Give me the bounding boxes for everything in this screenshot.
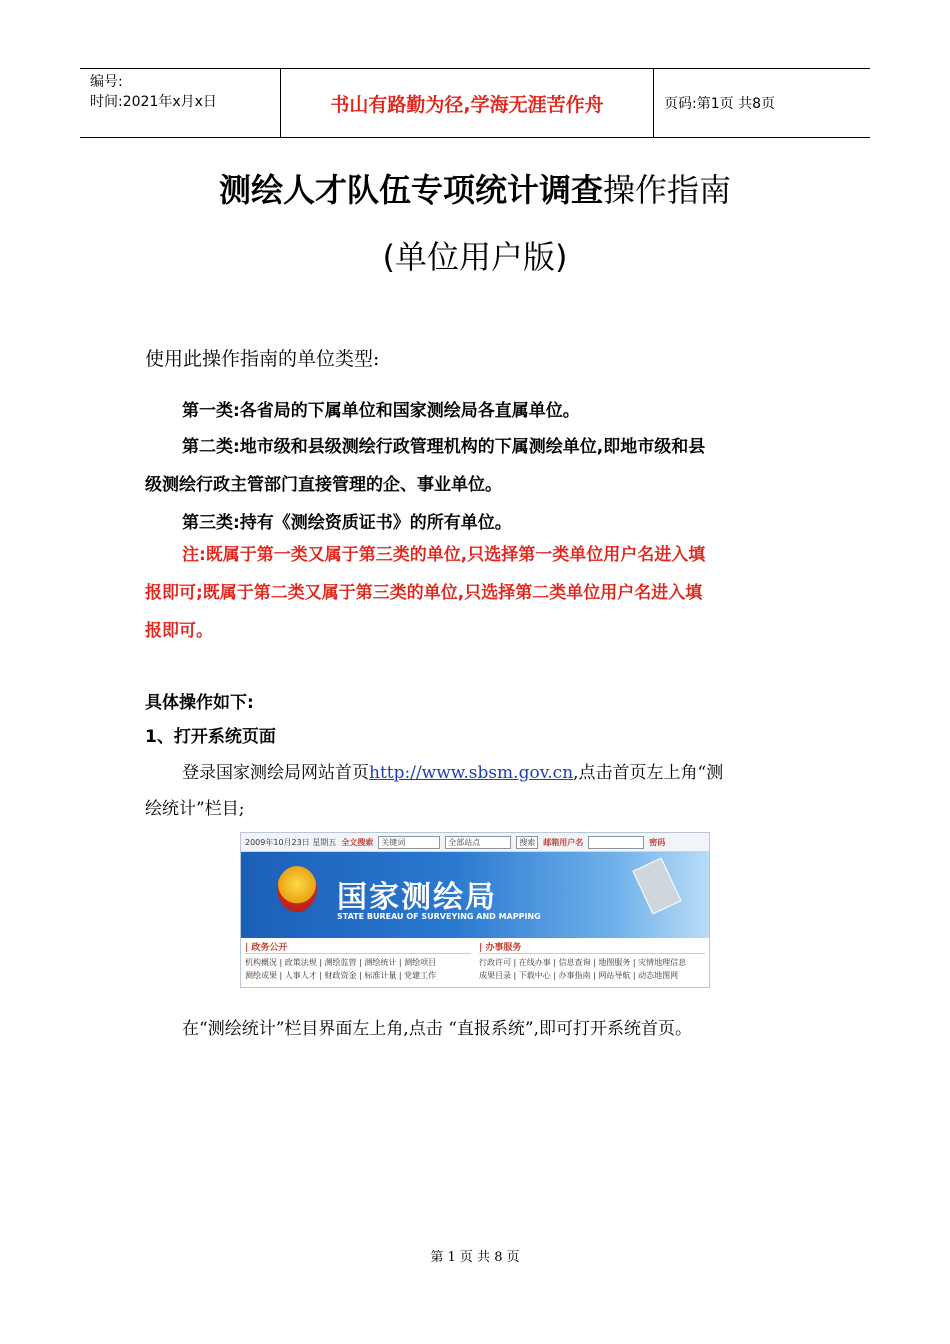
step1-line2: 绘统计”栏目; — [145, 799, 245, 819]
screenshot-top-bar — [241, 833, 709, 852]
step1-pre: 登录国家测绘局网站首页 — [182, 763, 369, 783]
time-label: 时间:2021年x月x日 — [90, 94, 217, 110]
type-3: 第三类:持有《测绘资质证书》的所有单位。 — [182, 513, 512, 533]
screenshot-site-name: 国家测绘局 — [337, 880, 497, 915]
page-subtitle: (单位用户版) — [382, 238, 568, 276]
site-url-link[interactable]: http://www.sbsm.gov.cn — [369, 763, 574, 783]
header-meta — [80, 69, 280, 137]
satellite-icon — [632, 857, 681, 914]
type-1: 第一类:各省局的下属单位和国家测绘局各直属单位。 — [182, 401, 580, 421]
note-line1: 注:既属于第一类又属于第三类的单位,只选择第一类单位用户名进入填 — [182, 545, 706, 565]
number-label: 编号: — [90, 74, 123, 90]
screenshot-nav-left-title: | 政务公开 — [245, 940, 471, 954]
step1-post: ,点击首页左上角“测 — [573, 763, 724, 783]
step1-title: 1、打开系统页面 — [145, 727, 276, 747]
header-table — [80, 68, 870, 138]
intro-text: 使用此操作指南的单位类型: — [145, 348, 380, 370]
screenshot-banner — [241, 852, 709, 938]
national-emblem-icon — [277, 866, 317, 912]
screenshot-nav-left-row2: 测绘成果 | 人事人才 | 财政资金 | 标准计量 | 党建工作 — [245, 971, 437, 980]
screenshot-mail-input — [588, 836, 644, 849]
screenshot-nav-left-row1: 机构概况 | 政策法规 | 测绘监管 | 测绘统计 | 测绘项目 — [245, 958, 437, 967]
type-2-line2: 级测绘行政主管部门直接管理的企、事业单位。 — [145, 475, 502, 495]
screenshot-site-select: 全部站点 — [445, 836, 511, 849]
screenshot-search-input: 关键词 — [378, 836, 440, 849]
screenshot-date: 2009年10月23日 星期五 — [245, 837, 337, 847]
website-screenshot — [240, 832, 710, 988]
screenshot-search-button: 搜索 — [516, 836, 538, 849]
note-line2: 报即可;既属于第二类又属于第三类的单位,只选择第二类单位用户名进入填 — [145, 583, 703, 603]
header-motto: 书山有路勤为径,学海无涯苦作舟 — [280, 69, 654, 137]
header-page-info: 页码:第1页 共8页 — [664, 96, 775, 112]
screenshot-site-name-en: STATE BUREAU OF SURVEYING AND MAPPING — [337, 912, 541, 921]
screenshot-mail-label: 邮箱用户名 — [543, 837, 584, 847]
screenshot-search-label: 全文搜索 — [341, 837, 374, 847]
screenshot-password-label: 密码 — [649, 837, 666, 847]
type-2-line1: 第二类:地市级和县级测绘行政管理机构的下属测绘单位,即地市级和县 — [182, 437, 706, 457]
title-bold: 测绘人才队伍专项统计调查 — [218, 171, 603, 209]
page-footer: 第 1 页 共 8 页 — [430, 1250, 520, 1265]
screenshot-nav-right-title: | 办事服务 — [479, 940, 705, 954]
screenshot-nav-right — [475, 938, 709, 984]
title-normal: 操作指南 — [603, 171, 732, 209]
screenshot-nav-right-row2: 成果目录 | 下载中心 | 办事指南 | 网站导航 | 动态地图网 — [479, 971, 679, 980]
step1-after: 在“测绘统计”栏目界面左上角,点击 “直报系统”,即可打开系统首页。 — [182, 1019, 692, 1039]
screenshot-nav-left — [241, 938, 475, 984]
step1-line1 — [182, 754, 723, 792]
page-title — [0, 165, 950, 211]
screenshot-nav — [241, 938, 709, 984]
screenshot-nav-right-row1: 行政许可 | 在线办事 | 信息查询 | 地图服务 | 灾情地理信息 — [479, 958, 687, 967]
steps-heading: 具体操作如下: — [145, 693, 254, 713]
note-line3: 报即可。 — [145, 621, 213, 641]
